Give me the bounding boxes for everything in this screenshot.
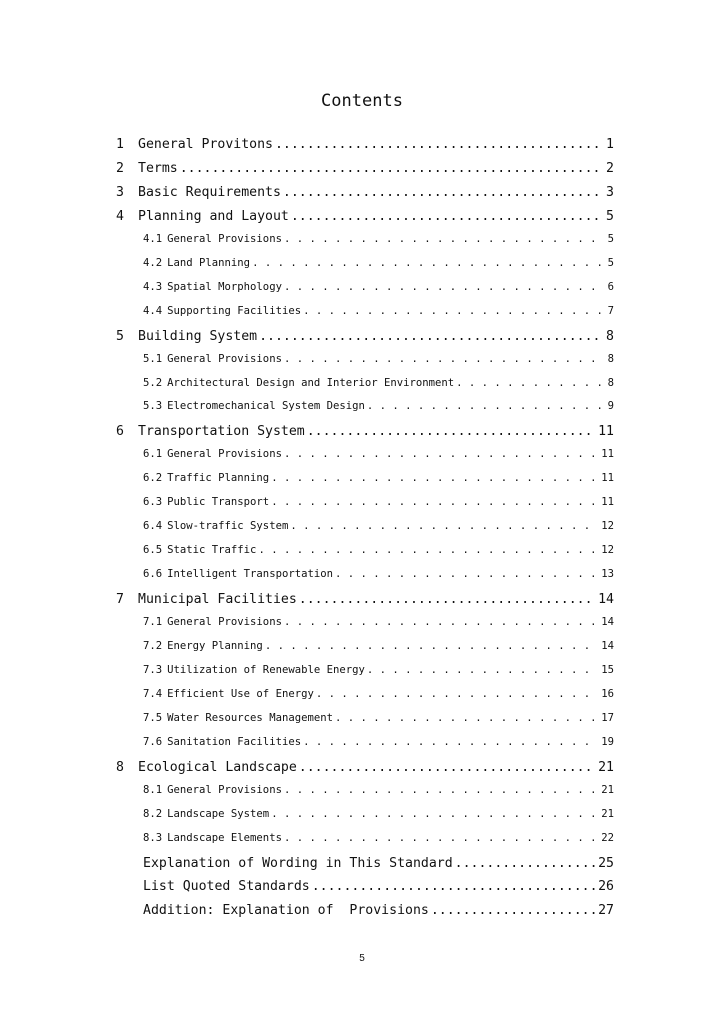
toc-entry-page: 8 [607, 376, 614, 389]
toc-entry-title: List Quoted Standards [143, 879, 310, 895]
toc-entry-title: Sanitation Facilities [167, 735, 302, 748]
toc-entry-page: 21 [601, 807, 614, 820]
toc-leader-dots [252, 257, 605, 269]
toc-entry-number: 4.3 [143, 280, 163, 293]
toc-entry-page: 12 [601, 520, 614, 533]
toc-leader-dots [431, 903, 595, 918]
toc-entry[interactable] [116, 329, 614, 349]
toc-entry[interactable] [116, 185, 614, 205]
toc-entry-title: Landscape System [167, 807, 270, 820]
toc-entry[interactable] [143, 544, 614, 564]
toc-entry-page: 17 [601, 711, 614, 724]
toc-entry-page: 11 [598, 424, 614, 440]
toc-entry[interactable] [143, 664, 614, 684]
toc-entry-page: 9 [607, 400, 614, 413]
toc-entry[interactable] [143, 568, 614, 588]
toc-entry[interactable] [143, 736, 614, 756]
toc-leader-dots [303, 736, 598, 748]
toc-entry[interactable] [143, 448, 614, 468]
toc-entry-title: Addition: Explanation of Provisions [143, 903, 429, 919]
toc-leader-dots [455, 856, 595, 871]
toc-entry[interactable] [116, 209, 614, 229]
toc-entry[interactable] [116, 137, 614, 157]
toc-leader-dots [180, 161, 603, 176]
toc-entry-title: Municipal Facilities [138, 592, 297, 608]
toc-entry-page: 22 [601, 831, 614, 844]
toc-entry[interactable] [116, 161, 614, 181]
toc-leader-dots [290, 520, 598, 532]
toc-entry-page: 8 [607, 352, 614, 365]
toc-entry[interactable] [143, 808, 614, 828]
toc-entry-title: Water Resources Management [167, 711, 333, 724]
toc-entry-title: Terms [138, 160, 178, 176]
toc-entry-number: 1 [116, 137, 124, 152]
toc-entry-page: 2 [606, 160, 614, 176]
toc-entry-title: Slow-traffic System [167, 520, 289, 533]
toc-entry-number: 4.2 [143, 256, 163, 269]
toc-entry-page: 14 [601, 616, 614, 628]
toc-entry-page: 13 [601, 568, 614, 581]
toc-entry-number: 7.6 [143, 735, 163, 748]
toc-leader-dots [367, 400, 605, 412]
toc-entry-page: 5 [607, 256, 614, 269]
toc-entry[interactable] [143, 233, 614, 253]
toc-entry-number: 2 [116, 160, 124, 176]
toc-entry-page: 5 [607, 232, 614, 245]
toc-entry-page: 16 [601, 687, 614, 700]
toc-entry[interactable] [143, 257, 614, 277]
toc-entry[interactable] [143, 472, 614, 492]
toc-entry-number: 8.3 [143, 831, 163, 844]
toc-leader-dots [335, 712, 598, 724]
toc-leader-dots [258, 544, 598, 556]
toc-entry-title: General Provisions [167, 783, 282, 796]
toc-entry-title: Electromechanical System Design [167, 400, 365, 413]
toc-entry-title: General Provisions [167, 448, 282, 461]
toc-entry-title: Spatial Morphology [167, 280, 282, 293]
toc-leader-dots [259, 329, 603, 344]
toc-entry-title: Landscape Elements [167, 831, 282, 844]
toc-leader-dots [312, 879, 595, 894]
toc-entry-title: Energy Planning [167, 639, 263, 652]
toc-leader-dots [307, 424, 595, 439]
toc-entry-number: 8.2 [143, 807, 163, 820]
toc-entry[interactable] [143, 640, 614, 660]
toc-entry-page: 26 [598, 879, 614, 895]
toc-leader-dots [367, 664, 598, 676]
toc-entry-number: 4.4 [143, 304, 163, 317]
toc-leader-dots [299, 760, 595, 775]
toc-entry-number: 7 [116, 592, 124, 608]
page-number: 5 [359, 953, 365, 964]
toc-entry-page: 15 [601, 663, 614, 676]
toc-entry-page: 21 [601, 783, 614, 796]
toc-entry[interactable] [143, 616, 614, 636]
toc-leader-dots [284, 448, 598, 460]
toc-leader-dots [284, 353, 605, 365]
toc-entry-number: 8 [116, 759, 124, 775]
toc-leader-dots [284, 233, 605, 245]
toc-entry-page: 5 [606, 208, 614, 224]
toc-entry-page: 21 [598, 759, 614, 775]
toc-entry[interactable] [143, 305, 614, 325]
toc-entry-page: 7 [607, 304, 614, 317]
toc-entry-number: 6 [116, 424, 124, 440]
toc-entry[interactable] [116, 424, 614, 444]
toc-entry-page: 11 [601, 496, 614, 509]
toc-entry-page: 6 [607, 280, 614, 293]
toc-entry-page: 1 [606, 137, 614, 152]
toc-entry[interactable] [143, 903, 614, 923]
toc-entry-page: 11 [601, 472, 614, 485]
toc-entry-number: 7.5 [143, 711, 163, 724]
toc-leader-dots [456, 377, 604, 389]
toc-entry-title: Building System [138, 328, 258, 344]
toc-entry-page: 14 [601, 639, 614, 652]
toc-entry-number: 6.4 [143, 520, 163, 533]
toc-entry-page: 25 [598, 855, 614, 871]
toc-entry-number: 6.5 [143, 544, 163, 557]
toc-leader-dots [284, 281, 605, 293]
toc-entry[interactable] [143, 377, 614, 397]
toc-entry-title: Utilization of Renewable Energy [167, 663, 365, 676]
toc-entry-title: Planning and Layout [138, 208, 289, 224]
toc-entry-number: 7.2 [143, 639, 163, 652]
toc-entry-title: General Provitons [138, 137, 273, 152]
toc-entry[interactable] [143, 784, 614, 804]
toc-leader-dots [335, 568, 598, 580]
toc-entry-title: Efficient Use of Energy [167, 687, 314, 700]
toc-entry-page: 12 [601, 544, 614, 557]
toc-entry-number: 6.1 [143, 448, 163, 461]
toc-entry-number: 4 [116, 208, 124, 224]
toc-entry[interactable] [143, 353, 614, 373]
toc-leader-dots [284, 616, 598, 628]
toc-entry-number: 6.2 [143, 472, 163, 485]
toc-leader-dots [271, 808, 598, 820]
toc-entry-page: 8 [606, 328, 614, 344]
toc-entry[interactable] [143, 856, 614, 876]
toc-entry-title: Traffic Planning [167, 472, 270, 485]
toc-entry-number: 7.3 [143, 663, 163, 676]
toc-entry-page: 19 [601, 735, 614, 748]
toc-entry-title: Architectural Design and Interior Environment [167, 376, 455, 389]
toc-entry-title: Land Planning [167, 256, 251, 269]
toc-entry-title: Transportation System [138, 424, 305, 440]
toc-entry[interactable] [143, 688, 614, 708]
toc-leader-dots [284, 784, 598, 796]
toc-entry[interactable] [143, 712, 614, 732]
toc-entry-number: 5 [116, 328, 124, 344]
toc-entry-page: 3 [606, 184, 614, 200]
toc-entry[interactable] [116, 760, 614, 780]
toc-entry-page: 27 [598, 903, 614, 919]
toc-leader-dots [271, 472, 598, 484]
toc-entry-title: Intelligent Transportation [167, 568, 333, 581]
toc-entry-title: Supporting Facilities [167, 304, 302, 317]
toc-entry[interactable] [143, 879, 614, 899]
toc-entry[interactable] [116, 592, 614, 612]
toc-entry-number: 5.2 [143, 376, 163, 389]
toc-entry[interactable] [143, 281, 614, 301]
toc-entry-title: General Provisions [167, 352, 282, 365]
toc-leader-dots [284, 832, 598, 844]
toc-entry-title: General Provisions [167, 232, 282, 245]
toc-entry-page: 11 [601, 448, 614, 461]
toc-entry-title: General Provisions [167, 616, 282, 628]
toc-leader-dots [271, 496, 598, 508]
toc-entry-number: 6.3 [143, 496, 163, 509]
toc-entry-number: 8.1 [143, 783, 163, 796]
toc-entry[interactable] [143, 400, 614, 420]
page-title: Contents [321, 91, 403, 111]
toc-leader-dots [291, 209, 603, 224]
toc-leader-dots [316, 688, 598, 700]
toc-entry-number: 5.1 [143, 352, 163, 365]
toc-entry[interactable] [143, 520, 614, 540]
toc-entry-title: Ecological Landscape [138, 759, 297, 775]
toc-leader-dots [275, 137, 603, 152]
toc-leader-dots [303, 305, 605, 317]
toc-leader-dots [299, 592, 595, 607]
toc-entry-number: 3 [116, 184, 124, 200]
toc-entry-number: 5.3 [143, 400, 163, 413]
toc-entry-page: 14 [598, 592, 614, 608]
toc-entry-number: 6.6 [143, 568, 163, 581]
toc-leader-dots [283, 185, 603, 200]
toc-entry-title: Public Transport [167, 496, 270, 509]
toc-entry[interactable] [143, 832, 614, 852]
toc-entry-title: Explanation of Wording in This Standard [143, 855, 453, 871]
toc-entry-title: Static Traffic [167, 544, 257, 557]
toc-entry[interactable] [143, 496, 614, 516]
toc-entry-title: Basic Requirements [138, 184, 281, 200]
toc-entry-number: 7.1 [143, 616, 163, 628]
toc-leader-dots [265, 640, 598, 652]
toc-entry-number: 7.4 [143, 687, 163, 700]
toc-entry-number: 4.1 [143, 232, 163, 245]
